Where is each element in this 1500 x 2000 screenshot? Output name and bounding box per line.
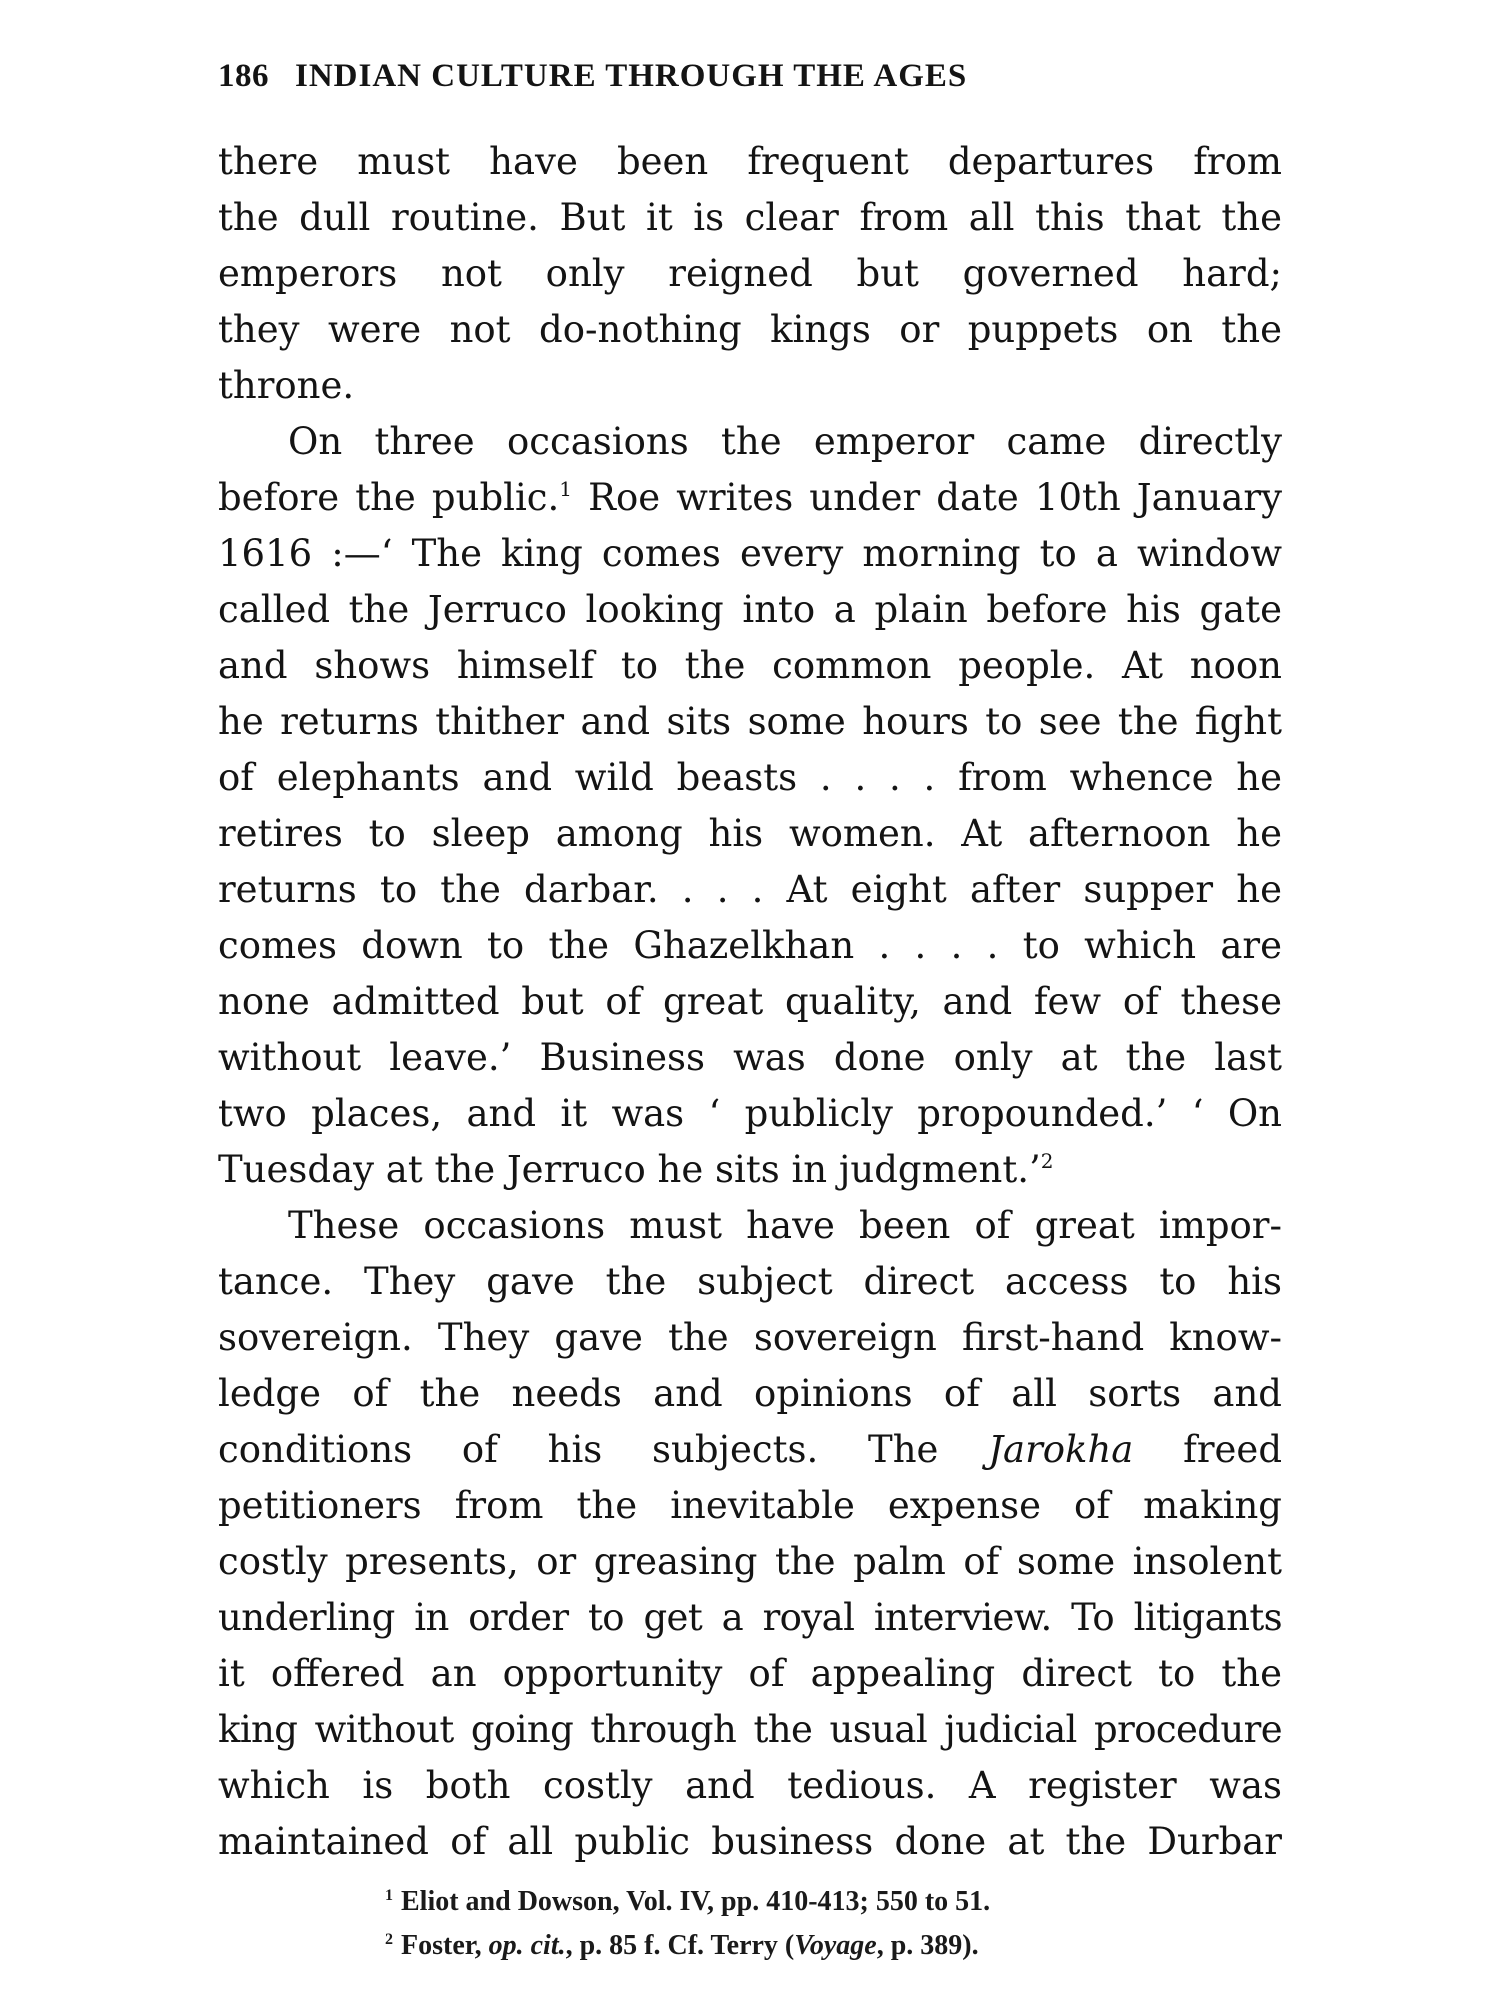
footnote-ref-1: 1 — [559, 477, 573, 501]
book-page — [218, 58, 1282, 1870]
text-line: which is both costly and tedious. A register was — [218, 1764, 1282, 1807]
text-line: he returns thither and sits some hours to see the fight — [218, 700, 1282, 743]
text-line: On three occasions the emperor came directly — [288, 420, 1282, 463]
text-line: retires to sleep among his women. At afternoon he — [218, 812, 1282, 855]
text-line: called the Jerruco looking into a plain before his gate — [218, 588, 1282, 631]
body-text — [218, 134, 1282, 1870]
footnote-1 — [385, 1880, 990, 1924]
text-line: sovereign. They gave the sovereign first-hand know- — [218, 1316, 1282, 1359]
text-line: they were not do-nothing kings or puppets on the — [218, 308, 1282, 351]
page-number: 186 — [218, 58, 269, 94]
text-fragment: freed — [1133, 1428, 1282, 1471]
text-fragment: before the public. — [218, 476, 560, 519]
text-line: there must have been frequent departures from — [218, 140, 1282, 183]
text-line: of elephants and wild beasts . . . . from whence he — [218, 756, 1282, 799]
footnote-italic: op. cit. — [488, 1930, 566, 1961]
text-line: tance. They gave the subject direct access to his — [218, 1260, 1282, 1303]
footnote-text: Foster, — [401, 1930, 489, 1961]
text-line: returns to the darbar. . . . At eight after supper he — [218, 868, 1282, 911]
footnote-2 — [385, 1924, 990, 1968]
text-line: These occasions must have been of great impor- — [288, 1204, 1282, 1247]
text-line: maintained of all public business done at the Durbar — [218, 1820, 1282, 1863]
text-line: king without going through the usual judicial procedure — [218, 1708, 1282, 1751]
footnote-marker: 1 — [385, 1887, 393, 1904]
text-line: 1616 :—‘ The king comes every morning to a window — [218, 532, 1282, 575]
text-line: throne. — [218, 364, 355, 407]
text-line: and shows himself to the common people. At noon — [218, 644, 1282, 687]
footnote-marker: 2 — [385, 1931, 393, 1948]
text-line: petitioners from the inevitable expense of making — [218, 1484, 1282, 1527]
text-line — [218, 1142, 1282, 1198]
italic-term: Jarokha — [988, 1428, 1134, 1471]
text-line: it offered an opportunity of appealing direct to the — [218, 1652, 1282, 1695]
text-line: without leave.’ Business was done only at the last — [218, 1036, 1282, 1079]
text-line: two places, and it was ‘ publicly propounded.’ ‘ On — [218, 1092, 1282, 1135]
running-head — [218, 58, 1282, 120]
text-line: ledge of the needs and opinions of all sorts and — [218, 1372, 1282, 1415]
running-title: INDIAN CULTURE THROUGH THE AGES — [295, 58, 968, 94]
text-line: emperors not only reigned but governed hard; — [218, 252, 1282, 295]
text-fragment: Roe writes under date 10th January — [572, 476, 1282, 519]
text-line: costly presents, or greasing the palm of some insolent — [218, 1540, 1282, 1583]
text-line: comes down to the Ghazelkhan . . . . to which are — [218, 924, 1282, 967]
footnotes — [385, 1880, 990, 1968]
footnote-text: , p. 85 f. Cf. Terry ( — [565, 1930, 795, 1961]
text-fragment: conditions of his subjects. The — [218, 1428, 989, 1471]
text-line — [218, 470, 1282, 526]
text-fragment: Tuesday at the Jerruco he sits in judgment.’ — [218, 1148, 1041, 1191]
footnote-text: , p. 389). — [876, 1930, 979, 1961]
text-line: none admitted but of great quality, and few of these — [218, 980, 1282, 1023]
footnote-text: Eliot and Dowson, Vol. IV, pp. 410-413; 550 to 51. — [401, 1886, 991, 1917]
text-line: underling in order to get a royal interview. To litigants — [218, 1596, 1282, 1639]
footnote-italic: Voyage — [794, 1930, 877, 1961]
text-line: the dull routine. But it is clear from all this that the — [218, 196, 1282, 239]
text-line — [218, 1422, 1282, 1478]
footnote-ref-2: 2 — [1040, 1149, 1054, 1173]
